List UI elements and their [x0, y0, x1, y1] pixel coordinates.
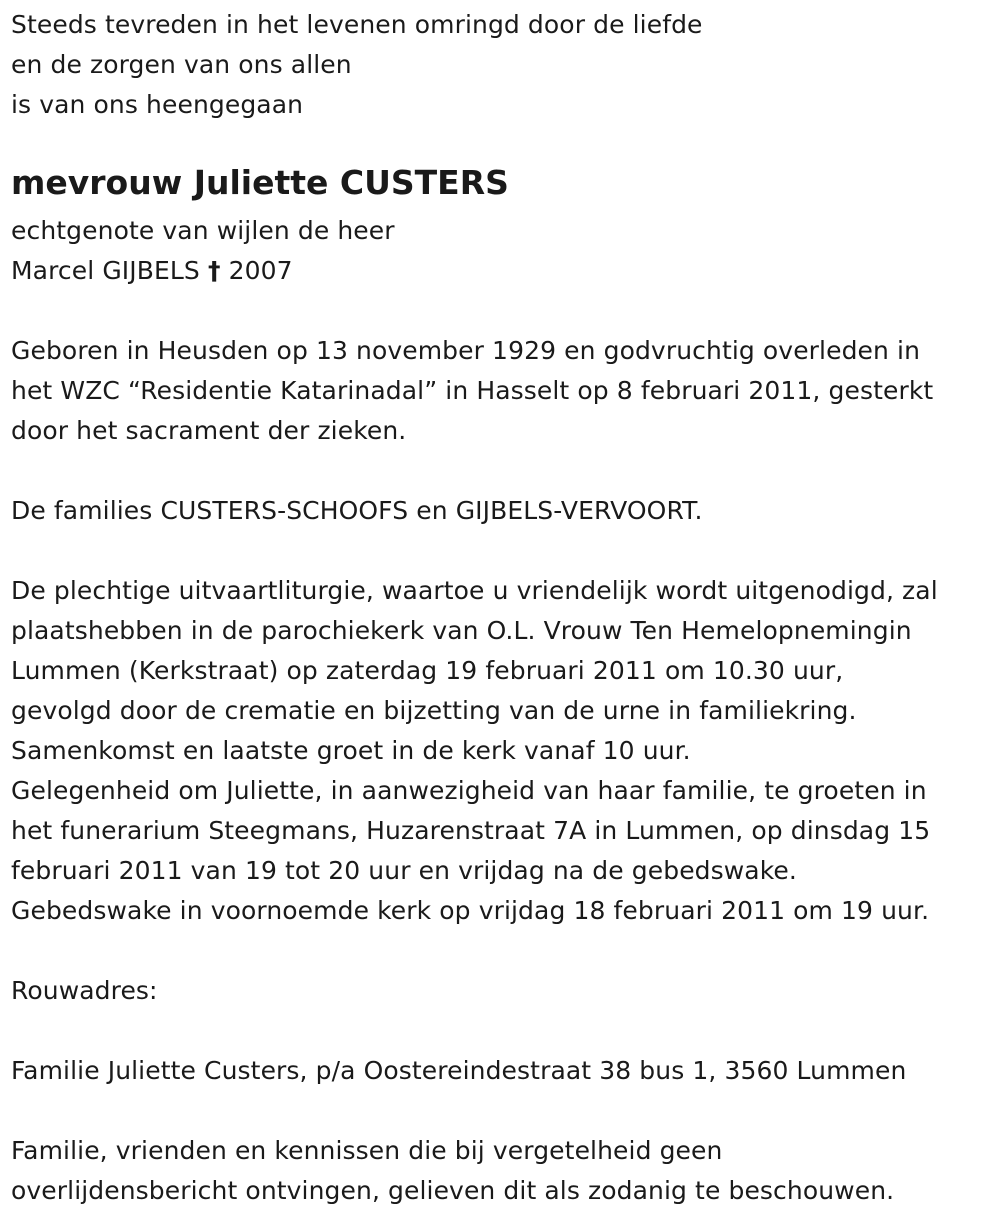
relation-text: echtgenote van wijlen de heer [11, 216, 395, 245]
paragraph-line: het funerarium Steegmans, Huzarenstraat 7A in Lummen, op dinsdag 15 [11, 816, 931, 845]
obituary-document [11, 5, 996, 1211]
intro-line: en de zorgen van ons allen [11, 50, 352, 79]
paragraph-line: het WZC “Residentie Katarinadal” in Hasselt op 8 februari 2011, gesterkt [11, 376, 934, 405]
spacer [11, 1091, 996, 1131]
spacer [11, 531, 996, 571]
spouse-year: 2007 [228, 256, 293, 285]
deceased-name: mevrouw Juliette CUSTERS [11, 163, 509, 202]
paragraph-line: februari 2011 van 19 tot 20 uur en vrijdag na de gebedswake. [11, 856, 797, 885]
paragraph-line: door het sacrament der zieken. [11, 416, 407, 445]
paragraph-line: Lummen (Kerkstraat) op zaterdag 19 februari 2011 om 10.30 uur, [11, 656, 844, 685]
paragraph-line: gevolgd door de crematie en bijzetting van de urne in familiekring. [11, 696, 857, 725]
address-value: Familie Juliette Custers, p/a Oostereindestraat 38 bus 1, 3560 Lummen [11, 1056, 907, 1085]
cross-icon: † [207, 256, 221, 285]
paragraph-line: Geboren in Heusden op 13 november 1929 en godvruchtig overleden in [11, 336, 921, 365]
spacer [11, 931, 996, 971]
paragraph-line: overlijdensbericht ontvingen, gelieven dit als zodanig te beschouwen. [11, 1176, 895, 1205]
address-label: Rouwadres: [11, 976, 158, 1005]
ceremony-paragraph [11, 571, 996, 931]
spacer [11, 1011, 996, 1051]
intro-line: is van ons heengegaan [11, 90, 304, 119]
spacer [11, 291, 996, 331]
intro-line: Steeds tevreden in het levenen omringd door de liefde [11, 10, 703, 39]
spouse-line [11, 251, 996, 291]
birth-death-paragraph [11, 331, 996, 451]
paragraph-line: plaatshebben in de parochiekerk van O.L. Vrouw Ten Hemelopnemingin [11, 616, 912, 645]
intro-verse [11, 5, 996, 125]
paragraph-line: Gelegenheid om Juliette, in aanwezigheid van haar familie, te groeten in [11, 776, 927, 805]
spacer [11, 451, 996, 491]
paragraph-line: Familie, vrienden en kennissen die bij vergetelheid geen [11, 1136, 723, 1165]
paragraph-line: De plechtige uitvaartliturgie, waartoe u vriendelijk wordt uitgenodigd, zal [11, 576, 938, 605]
families-line: De families CUSTERS-SCHOOFS en GIJBELS-VERVOORT. [11, 496, 703, 525]
spouse-name: Marcel GIJBELS [11, 256, 200, 285]
closing-paragraph [11, 1131, 996, 1211]
paragraph-line: Samenkomst en laatste groet in de kerk vanaf 10 uur. [11, 736, 691, 765]
paragraph-line: Gebedswake in voornoemde kerk op vrijdag 18 februari 2011 om 19 uur. [11, 896, 930, 925]
